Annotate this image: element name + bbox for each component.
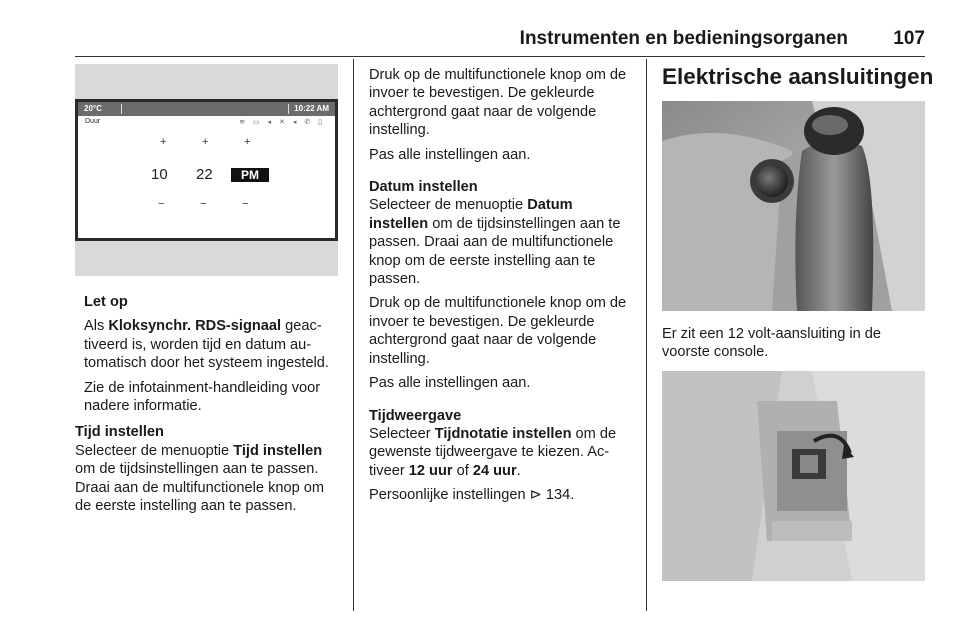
adjust-paragraph-2: Pas alle instellingen aan. — [369, 375, 531, 392]
note-paragraph-1: Als Kloksynchr. RDS-signaal geactiveerd is, worden tijd en datum automatisch door het systeem ingesteld. — [84, 318, 329, 372]
column-1 — [75, 293, 343, 521]
cross-reference[interactable]: Persoonlijke instellingen ⊳ 134. — [369, 487, 575, 504]
header-title: Instrumenten en bedieningsorganen — [519, 28, 848, 49]
confirm-paragraph-2: Druk op de multifunctionele knop om de invoer te bevestigen. De gekleurde achtergrond gaat naar de volgende instelling. — [369, 295, 627, 367]
section-heading: Elektrische aansluitingen — [662, 64, 934, 89]
tijdweergave-paragraph: Selecteer Tijdnotatie instellen om de gewenste tijdweergave te kiezen. Activeer 12 uur of 24 uur. — [369, 425, 617, 479]
ampm-value: PM — [231, 168, 269, 182]
tijd-instellen-paragraph: Selecteer de menuoptie Tijd instellen om de tijdsinstellingen aan te passen. Draai aan de multifunctionele knop om de eerste instelling aan te passen. — [75, 442, 325, 515]
page-number: 107 — [893, 28, 925, 49]
column-separator-1 — [353, 59, 354, 611]
tijd-instellen-heading: Tijd instellen — [75, 424, 164, 441]
column-separator-2 — [646, 59, 647, 611]
hour-plus-icon: + — [160, 136, 167, 148]
power-outlet-caption: Er zit een 12 volt-aansluiting in de voorste console. — [662, 326, 882, 361]
header-rule — [75, 56, 925, 57]
cross-reference-arrow-icon: ⊳ — [529, 487, 542, 504]
clock-readout: 10:22 AM — [294, 104, 329, 113]
figure-screen-bottom — [75, 241, 338, 276]
statusbar-divider — [288, 104, 289, 114]
gear-lever-photo — [662, 101, 925, 311]
adjust-paragraph-1: Pas alle instellingen aan. — [369, 146, 531, 163]
note-title: Let op — [84, 294, 128, 310]
ampm-plus-icon: + — [244, 136, 251, 148]
column-3-text — [662, 325, 924, 368]
screen-display — [78, 102, 335, 238]
note-paragraph-2: Zie de infotainment-handleiding voor nadere informatie. — [84, 379, 321, 415]
power-outlet-photo — [662, 371, 925, 581]
temperature-readout: 20°C — [84, 104, 102, 113]
hour-value: 10 — [151, 166, 168, 183]
screen-subtitle: Duur — [85, 118, 101, 125]
datum-instellen-heading: Datum instellen — [369, 179, 478, 196]
hour-minus-icon: − — [158, 198, 165, 210]
status-icons: ≋ ▭ ◂ ✕ ◂ ✆ ▯ — [239, 119, 325, 126]
screen-statusbar — [78, 102, 335, 116]
ampm-minus-icon: − — [242, 198, 249, 210]
column-2 — [369, 66, 635, 511]
confirm-paragraph-1: Druk op de multifunctionele knop om de invoer te bevestigen. De gekleurde achtergrond gaat naar de volgende instelling. — [369, 67, 627, 139]
note-box — [84, 293, 343, 415]
minute-value: 22 — [196, 166, 213, 183]
datum-instellen-paragraph: Selecteer de menuoptie Datum instellen om de tijdsinstellingen aan te passen. Draai aan de multifunctionele knop om de eerste instelling aan te passen. — [369, 197, 621, 288]
infotainment-screen — [75, 99, 338, 241]
minute-plus-icon: + — [202, 136, 209, 148]
statusbar-divider — [121, 104, 122, 114]
tijdweergave-heading: Tijdweergave — [369, 407, 462, 424]
minute-minus-icon: − — [200, 198, 207, 210]
